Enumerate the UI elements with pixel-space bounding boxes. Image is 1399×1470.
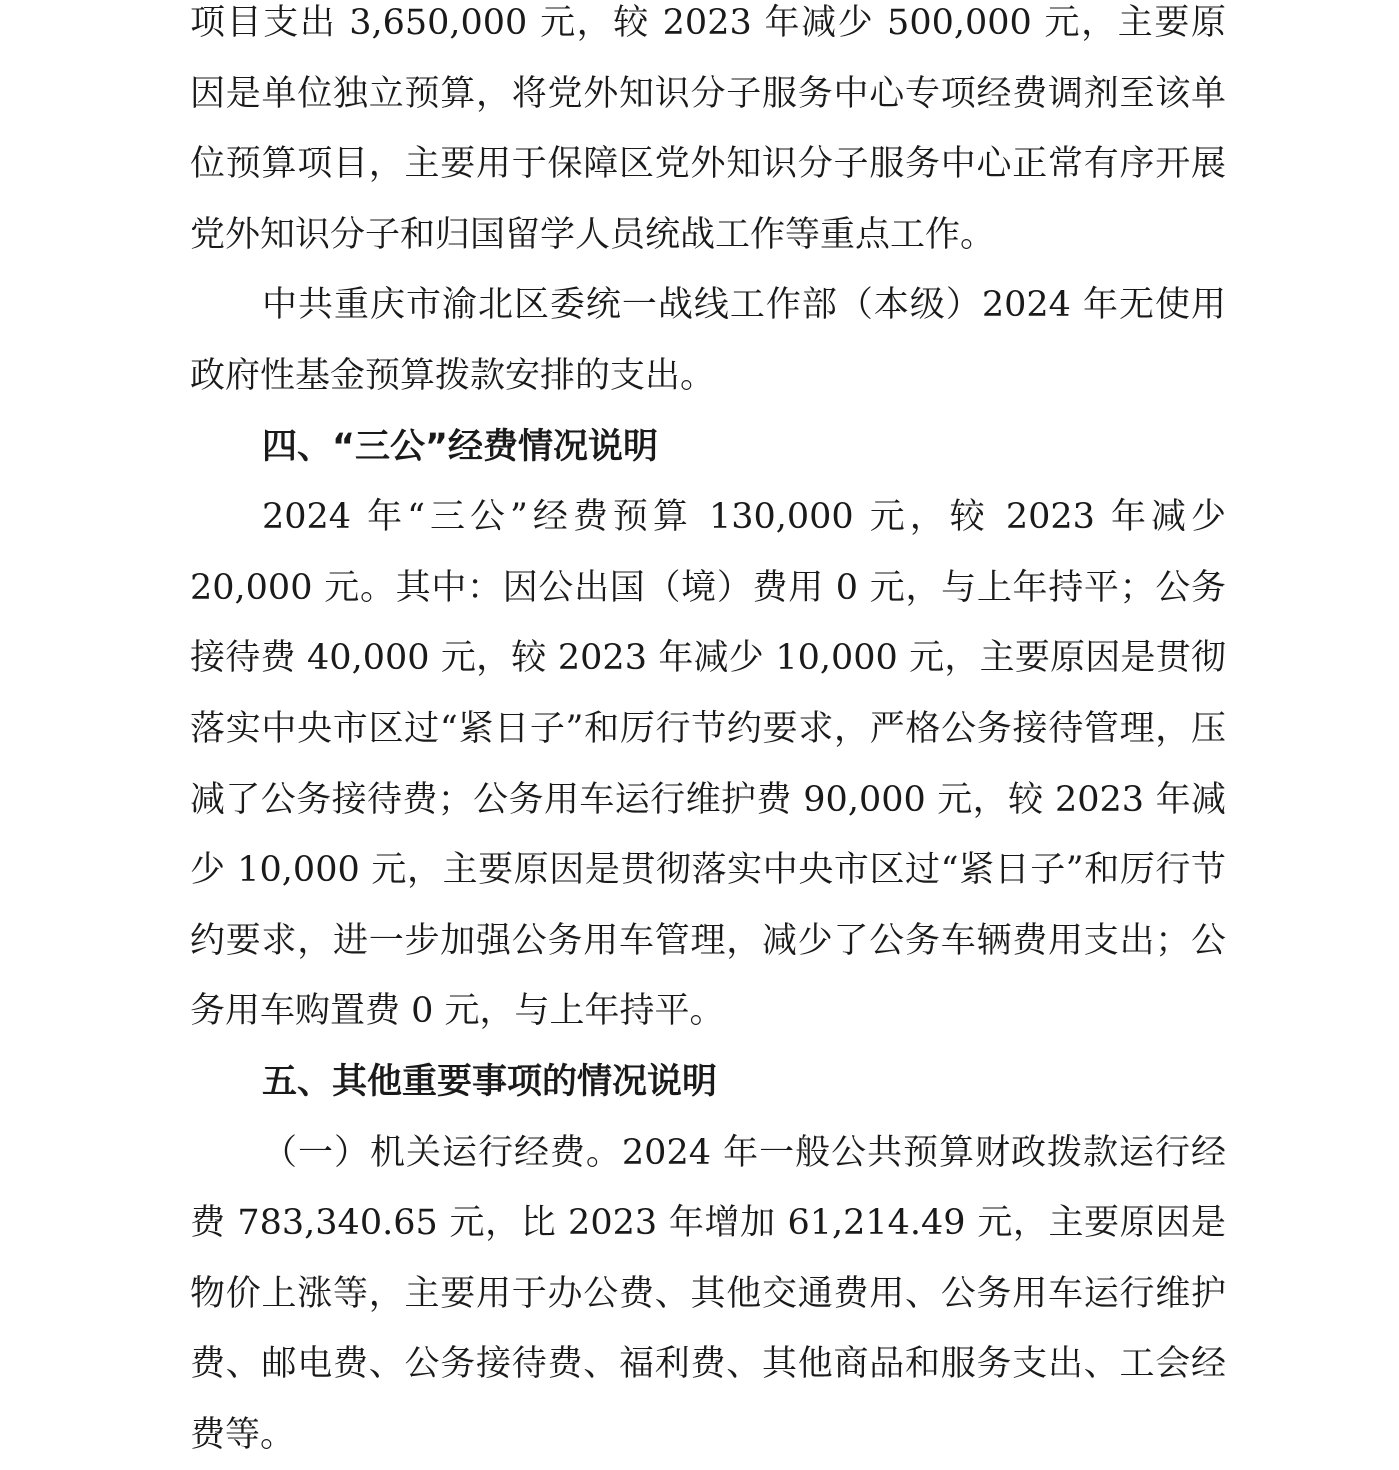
- document-page: [190, 0, 1226, 1470]
- heading-other-matters: 五、其他重要事项的情况说明: [190, 1047, 1226, 1118]
- heading-three-public-expenses: 四、“三公”经费情况说明: [190, 412, 1226, 483]
- paragraph-operating-expenses: （一）机关运行经费。2024 年一般公共预算财政拨款运行经费 783,340.65 元，比 2023 年增加 61,214.49 元，主要原因是物价上涨等，主要用于办公费、其他交通费用、公务用车运行维护费、邮电费、公务接待费、福利费、其他商品和服务支出、工会经费等。: [190, 1118, 1226, 1470]
- paragraph-project-expenditure: 项目支出 3,650,000 元，较 2023 年减少 500,000 元，主要原因是单位独立预算，将党外知识分子服务中心专项经费调剂至该单位预算项目，主要用于保障区党外知识分子服务中心正常有序开展党外知识分子和归国留学人员统战工作等重点工作。: [190, 0, 1226, 270]
- paragraph-three-public-expenses: 2024 年“三公”经费预算 130,000 元，较 2023 年减少 20,000 元。其中：因公出国（境）费用 0 元，与上年持平；公务接待费 40,000 元，较 2023 年减少 10,000 元，主要原因是贯彻落实中央市区过“紧日子”和厉行节约要求，严格公务接待管理，压减了公务接待费；公务用车运行维护费 90,000 元，较 2023 年减少 10,000 元，主要原因是贯彻落实中央市区过“紧日子”和厉行节约要求，进一步加强公务用车管理，减少了公务车辆费用支出；公务用车购置费 0 元，与上年持平。: [190, 482, 1226, 1047]
- paragraph-government-fund: 中共重庆市渝北区委统一战线工作部（本级）2024 年无使用政府性基金预算拨款安排的支出。: [190, 270, 1226, 411]
